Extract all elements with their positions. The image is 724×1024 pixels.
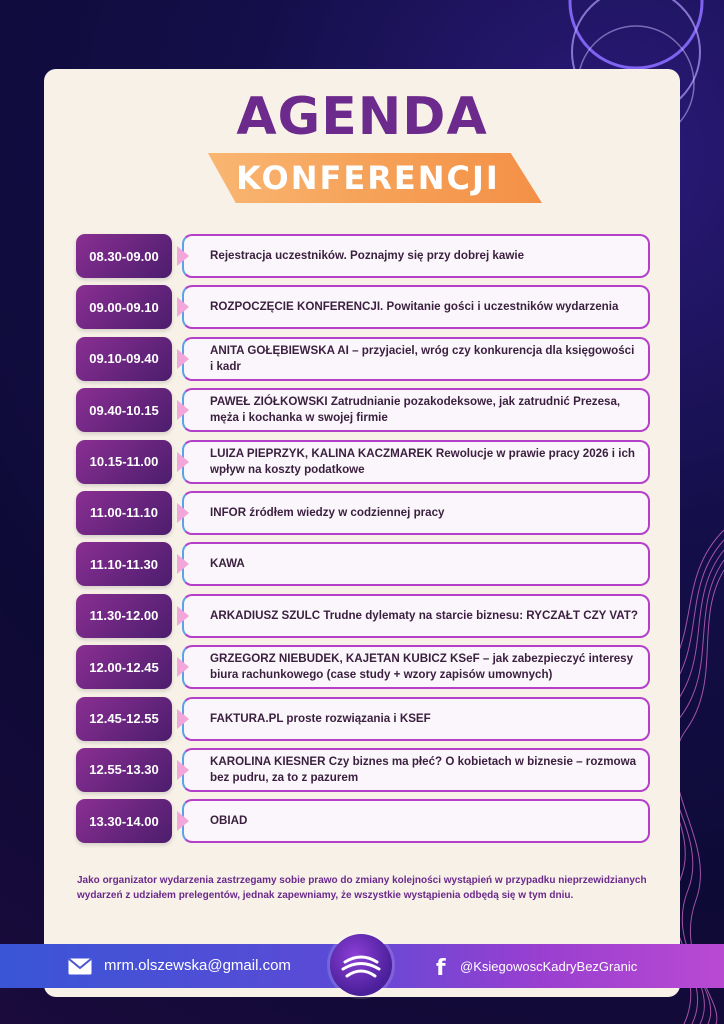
agenda-time: 10.15-11.00 [76,440,172,484]
agenda-time: 08.30-09.00 [76,234,172,278]
arrow-icon [177,709,189,729]
agenda-description: PAWEŁ ZIÓŁKOWSKI Zatrudnianie pozakodeksowe, jak zatrudnić Prezesa, męża i kochanka w swojej firmie [182,388,650,432]
arrow-icon [177,349,189,369]
agenda-time: 09.40-10.15 [76,388,172,432]
agenda-description: LUIZA PIEPRZYK, KALINA KACZMAREK Rewolucje w prawie pracy 2026 i ich wpływ na koszty podatkowe [182,440,650,484]
arrow-icon [177,400,189,420]
agenda-time: 12.00-12.45 [76,645,172,689]
footer-email[interactable]: mrm.olszewska@gmail.com [104,957,291,974]
agenda-description: KAROLINA KIESNER Czy biznes ma płeć? O kobietach w biznesie – rozmowa bez pudru, za to z pazurem [182,748,650,792]
agenda-row [76,645,652,689]
agenda-row [76,542,652,586]
agenda-row [76,799,652,843]
agenda-description: KAWA [182,542,650,586]
agenda-description: OBIAD [182,799,650,843]
agenda-row [76,491,652,535]
agenda-card [44,69,680,997]
agenda-description: GRZEGORZ NIEBUDEK, KAJETAN KUBICZ KSeF – jak zabezpieczyć interesy biura rachunkowego (case study + wzory zapisów umownych) [182,645,650,689]
arrow-icon [177,811,189,831]
agenda-row [76,748,652,792]
arrow-icon [177,760,189,780]
agenda-row [76,388,652,432]
arrow-icon [177,554,189,574]
arrow-icon [177,657,189,677]
mail-icon [68,958,92,975]
agenda-description: ARKADIUSZ SZULC Trudne dylematy na starcie biznesu: RYCZAŁT CZY VAT? [182,594,650,638]
arrow-icon [177,452,189,472]
agenda-time: 13.30-14.00 [76,799,172,843]
agenda-description: ROZPOCZĘCIE KONFERENCJI. Powitanie gości i uczestników wydarzenia [182,285,650,329]
disclaimer-text: Jako organizator wydarzenia zastrzegamy sobie prawo do zmiany kolejności wystąpień w przypadku nieprzewidzianych wydarzeń z udziałem prelegentów, jednak zapewniamy, że wszystkie wystąpienia odbędą się w tym dniu. [77,875,647,901]
agenda-description: INFOR źródłem wiedzy w codziennej pracy [182,491,650,535]
agenda-list [76,234,652,851]
arrow-icon [177,246,189,266]
agenda-description: ANITA GOŁĘBIEWSKA AI – przyjaciel, wróg czy konkurencja dla księgowości i kadr [182,337,650,381]
page-title: AGENDA [236,87,488,147]
agenda-time: 09.00-09.10 [76,285,172,329]
arrow-icon [177,297,189,317]
agenda-time: 11.30-12.00 [76,594,172,638]
agenda-row [76,337,652,381]
arrow-icon [177,606,189,626]
facebook-icon: f [436,956,446,981]
logo-icon [330,934,392,996]
arrow-icon [177,503,189,523]
subtitle-banner [194,153,542,203]
footer-facebook[interactable]: @KsiegowoscKadryBezGranic [460,959,638,974]
agenda-row [76,234,652,278]
agenda-row [76,440,652,484]
agenda-time: 11.00-11.10 [76,491,172,535]
agenda-time: 12.45-12.55 [76,697,172,741]
agenda-time: 12.55-13.30 [76,748,172,792]
page-subtitle: KONFERENCJI [236,159,500,197]
agenda-time: 11.10-11.30 [76,542,172,586]
agenda-time: 09.10-09.40 [76,337,172,381]
agenda-row [76,285,652,329]
agenda-description: Rejestracja uczestników. Poznajmy się przy dobrej kawie [182,234,650,278]
agenda-description: FAKTURA.PL proste rozwiązania i KSEF [182,697,650,741]
agenda-row [76,594,652,638]
agenda-row [76,697,652,741]
